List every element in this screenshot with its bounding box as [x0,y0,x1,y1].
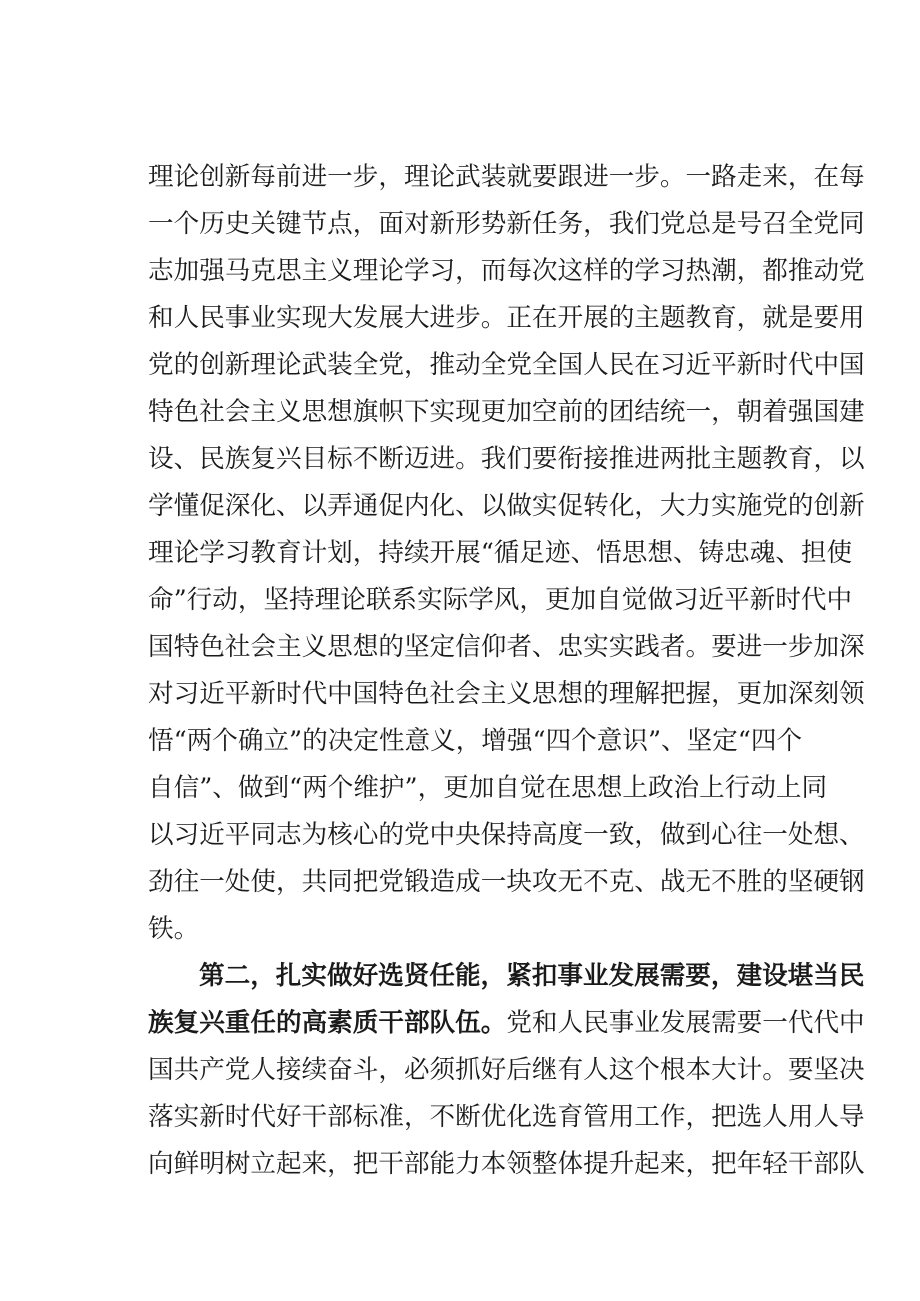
text-line: 国特色社会主义思想的坚定信仰者、忠实实践者。要进一步加深 [148,632,865,662]
text-line: 理论学习教育计划，持续开展“循足迹、悟思想、铸忠魂、担使 [148,538,853,568]
text-line: 命”行动，坚持理论联系实际学风，更加自觉做习近平新时代中 [148,585,853,615]
body-text-run: 党和人民事业发展需要一代代中 [506,1008,865,1038]
mixed-line [148,1000,865,1047]
heading-text: 族复兴重任的高素质干部队伍。 [148,1008,507,1038]
text-line: 特色社会主义思想旗帜下实现更加空前的团结统一，朝着强国建 [148,397,865,427]
text-line: 理论创新每前进一步，理论武装就要跟进一步。一路走来，在每 [148,162,865,192]
text-line: 对习近平新时代中国特色社会主义思想的理解把握，更加深刻领 [148,679,865,709]
text-line: 向鲜明树立起来，把干部能力本领整体提升起来，把年轻干部队 [148,1149,865,1179]
text-line: 设、民族复兴目标不断迈进。我们要衔接推进两批主题教育，以 [148,444,865,474]
paragraph-1 [148,154,865,953]
text-line: 落实新时代好干部标准，不断优化选育管用工作，把选人用人导 [148,1102,865,1132]
text-line: 国共产党人接续奋斗，必须抓好后继有人这个根本大计。要坚决 [148,1055,865,1085]
text-line: 学懂促深化、以弄通促内化、以做实促转化，大力实施党的创新 [148,491,865,521]
text-line: 悟“两个确立”的决定性意义，增强“四个意识”、坚定“四个 [148,726,803,756]
heading-line: 第二，扎实做好选贤任能，紧扣事业发展需要，建设堪当民 [199,961,865,991]
text-line: 劲往一处使，共同把党锻造成一块攻无不克、战无不胜的坚硬钢 [148,867,865,897]
body-text [148,154,865,1188]
text-line: 铁。 [148,914,200,944]
text-line: 一个历史关键节点，面对新形势新任务，我们党总是号召全党同 [148,209,865,239]
text-line: 和人民事业实现大发展大进步。正在开展的主题教育，就是要用 [148,303,865,333]
text-line: 党的创新理论武装全党，推动全党全国人民在习近平新时代中国 [148,350,865,380]
text-line: 志加强马克思主义理论学习，而每次这样的学习热潮，都推动党 [148,256,865,286]
text-line: 自信”、做到“两个维护”，更加自觉在思想上政治上行动上同 [148,773,828,803]
paragraph-2 [148,953,865,1188]
text-line: 以习近平同志为核心的党中央保持高度一致，做到心往一处想、 [148,820,865,850]
